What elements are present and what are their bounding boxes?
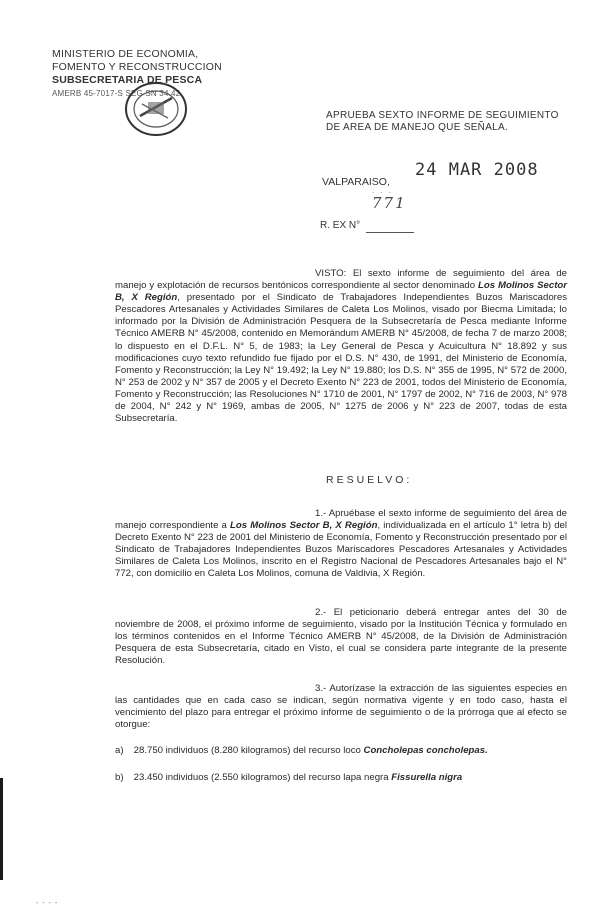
official-stamp-icon bbox=[118, 78, 194, 140]
article-2-number: 2.- bbox=[315, 607, 327, 618]
species-item-a-label: a) bbox=[115, 745, 124, 756]
resuelvo-heading: RESUELVO: bbox=[326, 474, 413, 486]
place-label: VALPARAISO, bbox=[322, 176, 390, 188]
visto-paragraph bbox=[115, 268, 567, 425]
article-1-text-2: , individualizada en el artículo 1° letra b) del Decreto Exento N° 223 de 2001 del Ministerio de Economía, Fomento y Reconstrucción presentado por el Sindicato de Trabajadores Independientes Buzos Mariscadores Pescadores Artesanales y Actividades Similares de Caleta Los Molinos, inscrito en el Registro Nacional de Pescadores Artesanales bajo el N° 772, con domicilio en Caleta Los Molinos, comuna de Valdivia, X Región. bbox=[115, 520, 567, 580]
resolution-label: R. EX N° bbox=[320, 220, 361, 231]
document-subject: APRUEBA SEXTO INFORME DE SEGUIMIENTO DE AREA DE MANEJO QUE SEÑALA. bbox=[326, 110, 559, 133]
visto-area-name: Los Molinos Sector B, X Región bbox=[115, 280, 567, 304]
species-item-a-name: Concholepas concholepas. bbox=[363, 745, 488, 756]
date-stamp: 24 MAR 2008 bbox=[415, 160, 539, 180]
footer-mark: - - - - bbox=[36, 900, 59, 907]
resolution-number: 771 bbox=[372, 194, 407, 212]
visto-label: VISTO: bbox=[315, 268, 347, 279]
article-3 bbox=[115, 683, 567, 731]
species-item-b-text: 23.450 individuos (2.550 kilogramos) del recurso lapa negra bbox=[133, 772, 392, 783]
resolution-ticks: . . . bbox=[372, 186, 394, 195]
visto-text-2: , presentado por el Sindicato de Trabajadores Independientes Buzos Mariscadores Pescadores Artesanales y Actividades Similares de Caleta Los Molinos, visado por Biecma Limitada; lo informado por la División de Administración Pesquera de la Subsecretaría de Pesca mediante Informe Técnico AMERB N° 45/2008, contenido en Memorándum AMERB N° 45/2008, de fecha 7 de marzo 2008; lo dispuesto en el D.F.L. N° 5, de 1983; la Ley General de Pesca y Acuicultura N° 18.892 y sus modificaciones cuyo texto refundido fue fijado por el D.S. N° 430, de 1991, del Ministerio de Economía, Fomento y Reconstrucción; la Ley N° 19.492; la Ley N° 19.880; los D.S. N° 355 de 1995, N° 572 de 2000, N° 253 de 2002 y N° 357 de 2005 y el Decreto Exento N° 223 de 2001, todos del Ministerio de Economía, Fomento y Reconstrucción; las Resoluciones N° 1710 de 2001, N° 1797 de 2002, N° 716 de 2003, N° 978 de 2004, N° 242 y N° 1969, ambas de 2005, N° 1275 de 2006 y N° 223 de 2007, todas de esta Subsecretaría. bbox=[115, 292, 567, 425]
resolution-underline bbox=[366, 232, 414, 233]
ministry-line-2: FOMENTO Y RECONSTRUCCION bbox=[52, 61, 222, 73]
visto-text-1: El sexto informe de seguimiento del área de manejo y explotación de recursos bentónicos correspondiente al sector denominado bbox=[115, 268, 568, 292]
article-1-area-name: Los Molinos Sector B, X Región bbox=[230, 520, 378, 532]
article-1-number: 1.- bbox=[315, 508, 327, 519]
species-item-a bbox=[115, 745, 488, 756]
species-item-b-name: Fissurella nigra bbox=[391, 772, 463, 783]
article-3-text: Autorízase la extracción de las siguientes especies en las cantidades que en cada caso se indican, según normativa vigente y en todo caso, hasta el vencimiento del plazo para entregar el próximo informe de seguimiento o de la prórroga que al efecto se otorgue: bbox=[115, 683, 567, 731]
species-item-b-label: b) bbox=[115, 772, 124, 783]
article-3-number: 3.- bbox=[315, 683, 327, 694]
species-item-b bbox=[115, 772, 462, 783]
ministry-line-1: MINISTERIO DE ECONOMIA, bbox=[52, 48, 199, 60]
article-2 bbox=[115, 607, 567, 667]
species-item-a-text: 28.750 individuos (8.280 kilogramos) del recurso loco bbox=[133, 745, 364, 756]
article-1 bbox=[115, 508, 567, 581]
subsecretaria-line: SUBSECRETARIA DE PESCA bbox=[52, 74, 203, 86]
article-1-text-1: Apruébase el sexto informe de seguimiento del área de manejo correspondiente a bbox=[115, 508, 567, 532]
reference-code: AMERB 45-7017-S SEG SN 34.42 bbox=[52, 89, 181, 98]
article-2-text: El peticionario deberá entregar antes del 30 de noviembre de 2008, el próximo informe de seguimiento, visado por la Institución Técnica y formulado en los términos contenidos en el Informe Técnico AMERB N° 45/2008, de la División de Administración Pesquera de esta Subsecretaría, citado en Visto, el cual se considera parte integrante de la presente Resolución. bbox=[115, 607, 567, 667]
scan-margin-bar bbox=[0, 778, 3, 880]
